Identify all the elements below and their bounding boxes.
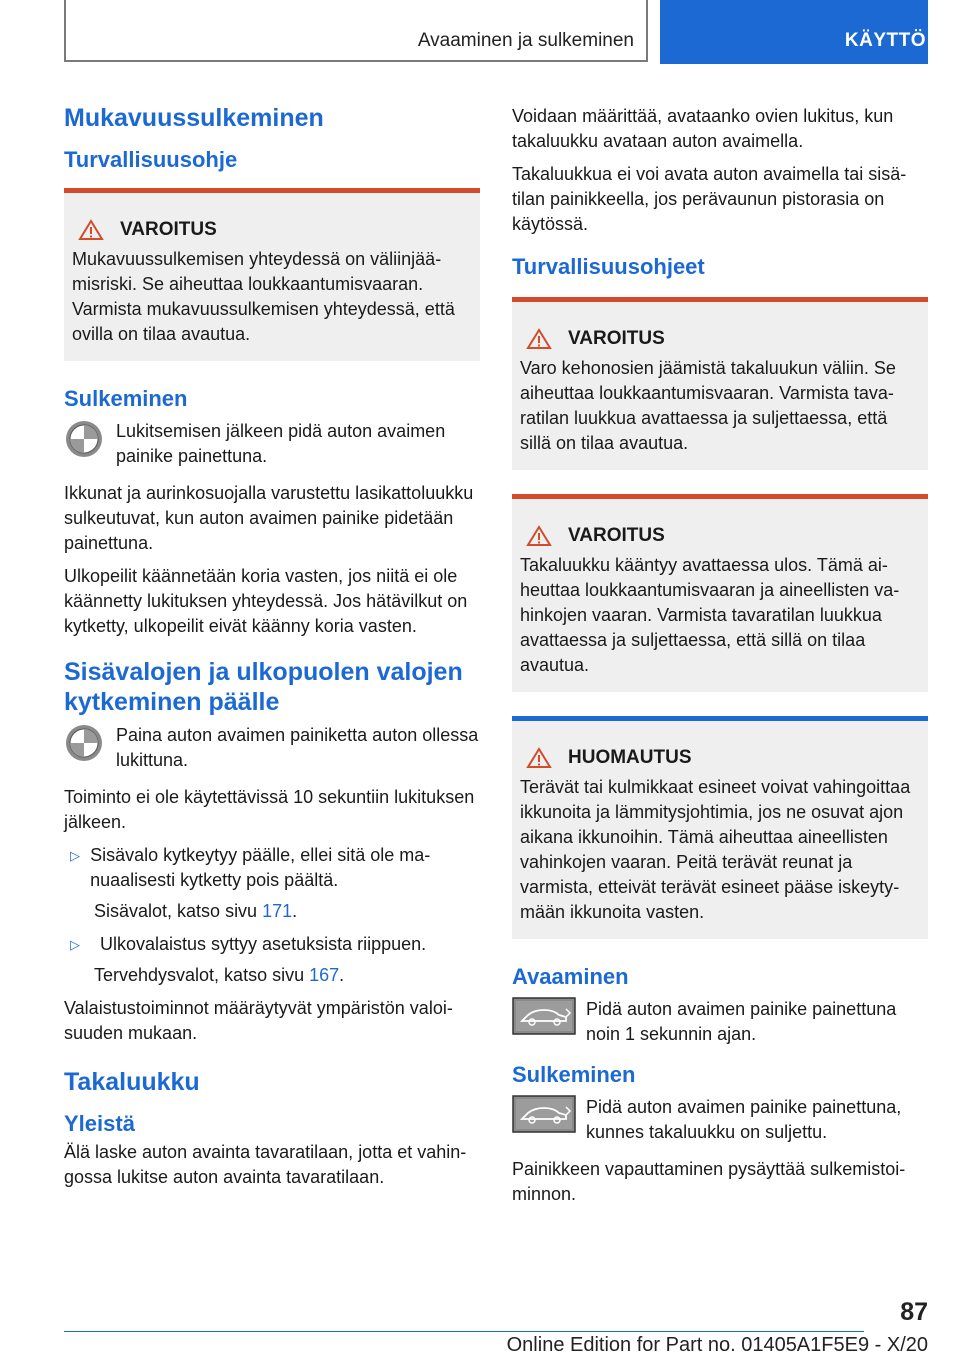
heading-general: Yleistä	[64, 1111, 135, 1136]
warning-box	[512, 494, 928, 692]
bullet-triangle-icon: ▷	[70, 848, 80, 863]
trunk-button-icon	[512, 997, 586, 1040]
paragraph: Voidaan määrittää, avataanko ovien lukitus, kun takaluukku avataan auton avaimella.	[512, 106, 894, 151]
key-fob-icon	[64, 419, 116, 464]
trunk-button-icon	[512, 1095, 586, 1138]
paragraph: Ikkunat ja aurinkosuojalla varustettu lasikattoluukku sulkeutuvat, kun auton avaimen painike pidetään painettuna.	[64, 483, 474, 553]
warning-title: VAROITUS	[568, 328, 665, 349]
section-tab	[64, 0, 648, 62]
paragraph: Painikkeen vapauttaminen pysäyttää sulkemistoiminnon.	[512, 1159, 906, 1204]
warning-triangle-icon	[526, 747, 552, 769]
lights-instruction: Paina auton avaimen painiketta auton ollessa lukittuna.	[116, 725, 479, 770]
notice-box	[512, 716, 928, 939]
closing-instruction: Pidä auton avaimen painike painettuna, kunnes takaluukku on suljettu.	[586, 1097, 902, 1142]
heading-safety-note: Turvallisuusohje	[64, 147, 238, 172]
warning-title: VAROITUS	[568, 525, 665, 546]
opening-instruction: Pidä auton avaimen painike painettuna noin 1 sekunnin ajan.	[586, 999, 897, 1044]
paragraph: Valaistustoiminnot määräytyvät ympäristön valoisuuden mukaan.	[64, 998, 453, 1043]
warning-title: VAROITUS	[120, 219, 217, 240]
closing-instruction: Lukitsemisen jälkeen pidä auton avaimen painike painettuna.	[116, 421, 446, 466]
warning-triangle-icon	[526, 328, 552, 350]
key-instruction	[512, 1095, 928, 1145]
chapter-title: KÄYTTÖ	[844, 30, 926, 51]
list-item: ▷ Sisävalo kytkeytyy päälle, ellei sitä ole manuaalisesti kytketty pois päältä.	[64, 843, 480, 893]
heading-closing: Sulkeminen	[512, 1062, 636, 1087]
paragraph: Ulkopeilit käännetään koria vasten, jos niitä ei ole käännetty lukituksen yhteydessä. Jos hätävilkut on kytketty, ulkopeilit eivät käänny koria vasten.	[64, 566, 468, 636]
footer-text: Online Edition for Part no. 01405A1F5E9 - X/20	[506, 1334, 928, 1356]
key-fob-icon	[64, 723, 116, 768]
bullet-triangle-icon: ▷	[70, 937, 80, 952]
page-header	[64, 0, 928, 64]
warning-box	[64, 188, 480, 361]
section-title: Avaaminen ja sulkeminen	[417, 30, 634, 51]
warning-box	[512, 297, 928, 470]
cross-reference: Sisävalot, katso sivu 171.	[94, 901, 298, 921]
paragraph: Takaluukkua ei voi avata auton avaimella tai sisätilan painikkeella, jos perävaunun pistorasia on käytössä.	[512, 164, 907, 234]
cross-reference: Tervehdysvalot, katso sivu 167.	[94, 965, 345, 985]
warning-text: Varo kehonosien jäämistä takaluukun väliin. Se aiheuttaa loukkaantumisvaaran. Varmista tavaratilan luukkua avattaessa ja suljettaessa, että sillä on tilaa avautua.	[520, 358, 896, 453]
footer-rule	[64, 1331, 864, 1332]
warning-triangle-icon	[526, 525, 552, 547]
page-link[interactable]: 167	[309, 965, 340, 985]
heading-opening: Avaaminen	[512, 964, 629, 989]
warning-text: Mukavuussulkemisen yhteydessä on väliinjäämisriski. Se aiheuttaa loukkaantumisvaaran. Varmista mukavuussulkemisen yhteydessä, että ovilla on tilaa avautua.	[72, 249, 455, 344]
page-number: 87	[900, 1298, 928, 1326]
heading-comfort-closing: Mukavuussulkeminen	[64, 104, 324, 132]
page-link[interactable]: 171	[262, 901, 293, 921]
key-instruction	[64, 723, 480, 773]
list-item: ▷ Ulkovalaistus syttyy asetuksista riippuen.	[64, 932, 480, 957]
heading-safety-notes: Turvallisuusohjeet	[512, 254, 705, 279]
key-instruction	[64, 419, 480, 469]
notice-text: Terävät tai kulmikkaat esineet voivat vahingoittaa ikkunoita ja lämmitysjohtimia, jos ne osuvat ajon aikana ikkunoihin. Tämä aiheuttaa aineellisten vahinkojen vaaran. Peitä terävät reunat ja varmista, etteivät terävät esineet pääse iskeytymään ikkunoita vasten.	[520, 777, 911, 922]
warning-triangle-icon	[78, 219, 104, 241]
heading-closing: Sulkeminen	[64, 386, 188, 411]
chapter-tab	[660, 0, 928, 64]
paragraph: Toiminto ei ole käytettävissä 10 sekuntiin lukituksen jälkeen.	[64, 787, 475, 832]
notice-title: HUOMAUTUS	[568, 747, 692, 768]
paragraph: Älä laske auton avainta tavaratilaan, jotta et vahingossa lukitse auton avainta tavaratilaan.	[64, 1142, 467, 1187]
warning-text: Takaluukku kääntyy avattaessa ulos. Tämä aiheuttaa loukkaantumisvaaran ja aineellisten vahinkojen vaaran. Varmista tavaratilan luukkua avattaessa ja suljettaessa, että sillä on tilaa avautua.	[520, 555, 900, 675]
heading-trunk: Takaluukku	[64, 1068, 200, 1096]
key-instruction	[512, 997, 928, 1047]
heading-lights: Sisävalojen ja ulkopuolen valojen kytkeminen päälle	[64, 658, 463, 716]
left-column	[64, 100, 480, 1198]
right-column	[512, 104, 928, 1215]
